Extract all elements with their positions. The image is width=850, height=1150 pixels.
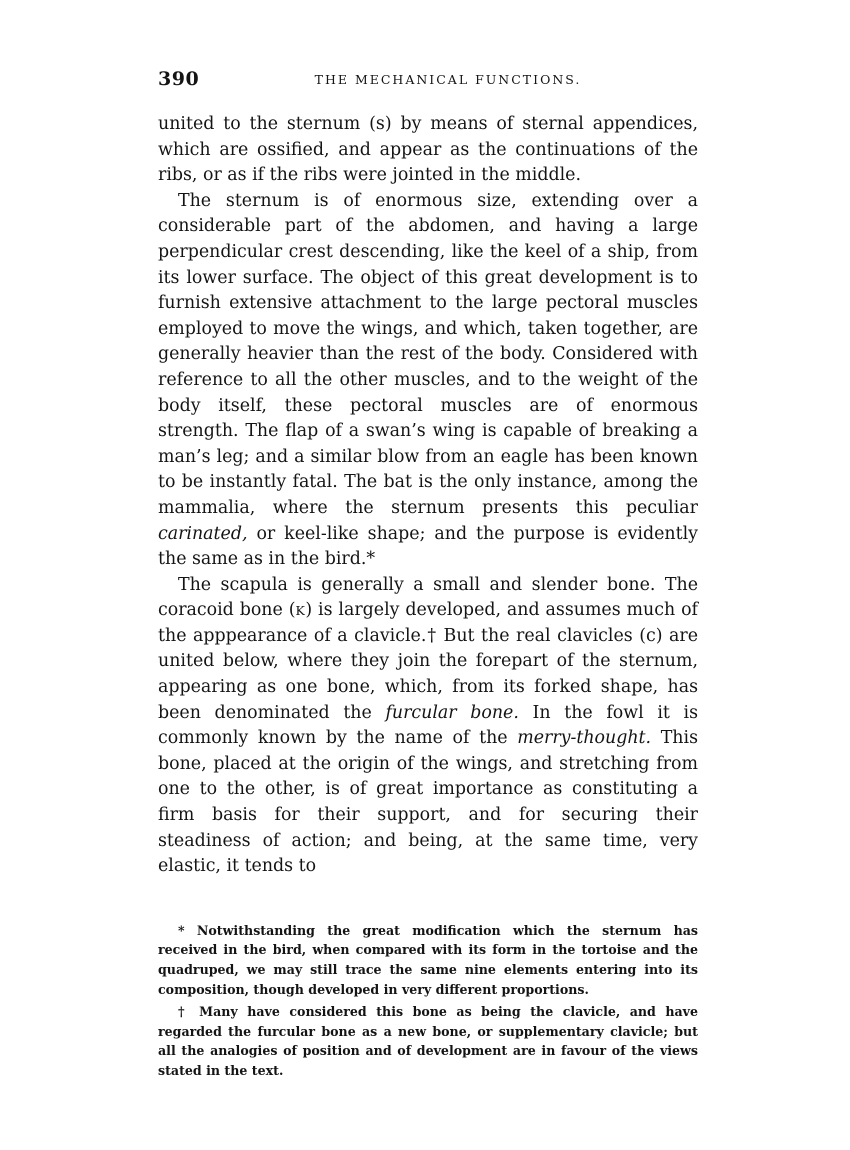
paragraph-text: The scapula is generally a small and slender bone. The coracoid bone ( bbox=[158, 574, 698, 621]
page-header bbox=[158, 68, 698, 94]
paragraph-text: united to the sternum (s) by means of sternal appendices, which are ossified, and appear as the continuations of the ribs, or as if the ribs were jointed in the middle. bbox=[158, 114, 698, 186]
small-caps-letter: K bbox=[295, 603, 306, 619]
italic-term: carinated, bbox=[158, 523, 248, 544]
footnote-asterisk: * Notwithstanding the great modification which the sternum has received in the bird, when compared with its form in the tortoise and the quadruped, we may still trace the same nine elements entering into its composition, though developed in very different proportions. bbox=[158, 922, 698, 997]
paragraph-scapula bbox=[158, 573, 698, 880]
page-number: 390 bbox=[158, 68, 200, 90]
paragraph-text: This bone, placed at the origin of the wings, and stretching from one to the other, is of great importance as constituting a firm basis for their support, and for securing their steadiness of action; and being, at the same time, very elastic, it tends to bbox=[158, 728, 698, 877]
paragraph-text: In the fowl it is commonly known by the name of the bbox=[158, 702, 698, 749]
body-text bbox=[158, 112, 698, 880]
footnote-dagger: † Many have considered this bone as being the clavicle, and have regarded the furcular bone as a new bone, or supplementary clavicle; but all the analogies of position and of development are in favour of the views stated in the text. bbox=[158, 1004, 698, 1078]
italic-term: furcular bone. bbox=[385, 702, 519, 723]
paragraph-text: or keel-like shape; and the purpose is evidently the same as in the bird.* bbox=[158, 523, 698, 570]
book-page bbox=[158, 68, 698, 1081]
paragraph-text: ) is largely developed, and assumes much of the apppearance of a clavicle.† But the real clavicles (c) are united below, where they join the forepart of the sternum, appearing as one bone, which, from its forked shape, has been denominated the bbox=[158, 600, 698, 723]
italic-term: merry-thought. bbox=[517, 728, 652, 749]
paragraph-sternum bbox=[158, 189, 698, 573]
footnotes bbox=[158, 921, 698, 1081]
paragraph-continuation bbox=[158, 112, 698, 189]
running-head: THE MECHANICAL FUNCTIONS. bbox=[314, 72, 582, 87]
paragraph-text: The sternum is of enormous size, extending over a considerable part of the abdomen, and having a large perpendicular crest descending, like the keel of a ship, from its lower surface. The object of this great development is to furnish extensive attachment to the large pectoral muscles employed to move the wings, and which, taken together, are generally heavier than the rest of the body. Considered with reference to all the other muscles, and to the weight of the body itself, these pectoral muscles are of enormous strength. The flap of a swan’s wing is capable of breaking a man’s leg; and a similar blow from an eagle has been known to be instantly fatal. The bat is the only instance, among the mammalia, where the sternum presents this peculiar bbox=[158, 190, 698, 518]
